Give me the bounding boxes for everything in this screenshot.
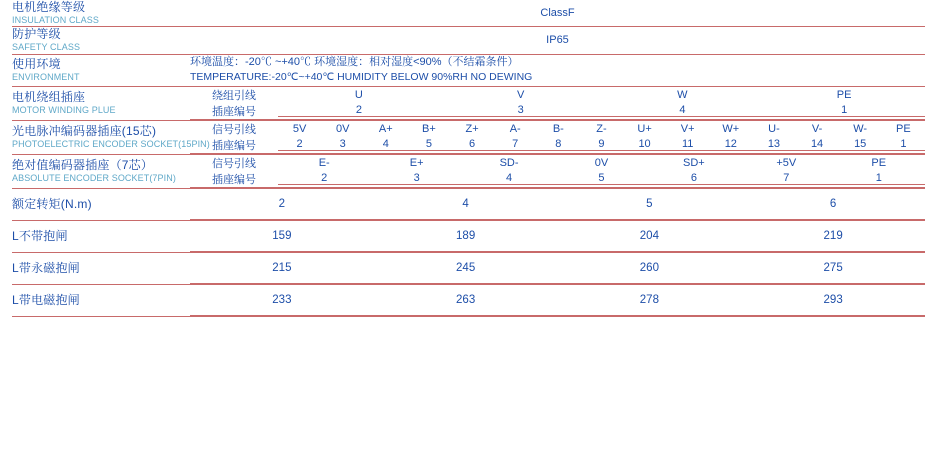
- cell: 0V: [594, 156, 609, 169]
- cell: PE: [836, 88, 852, 101]
- absolute-pin-row: [190, 171, 925, 188]
- label-cn: 电机绝缘等级: [12, 0, 86, 14]
- value-environment: [190, 54, 925, 86]
- row-label-insulation-class: [12, 0, 190, 27]
- cell: 9: [580, 138, 623, 151]
- cell: B+: [422, 122, 436, 135]
- cell: 275: [741, 253, 925, 284]
- photoelectric-signals: [278, 121, 925, 137]
- label-cn: 绝对值编码器插座（7芯）: [12, 158, 154, 173]
- label-en: ABSOLUTE ENCODER SOCKET(7PIN): [12, 173, 176, 184]
- cell: 6: [741, 189, 925, 220]
- cell: 7: [494, 138, 537, 151]
- absolute-inner-table: [190, 155, 925, 188]
- cell: 11: [666, 138, 709, 151]
- cell: 6: [451, 138, 494, 151]
- table-row-insulation-class: [12, 0, 925, 27]
- row-label-l-no-brake: [12, 220, 190, 252]
- l-no-brake-values: [190, 220, 925, 252]
- photoelectric-signal-row: [190, 121, 925, 137]
- cell: 1: [833, 172, 925, 185]
- value-safety-class: IP65: [190, 27, 925, 54]
- motor-winding-signals: [278, 87, 925, 103]
- photoelectric-encoder-group: [190, 120, 925, 154]
- cell: E-: [318, 156, 330, 169]
- absolute-signal-cells: [278, 157, 925, 169]
- cell: 15: [839, 138, 882, 151]
- cell: 0V: [335, 122, 350, 135]
- cell: A-: [509, 122, 521, 135]
- label-cn: L带永磁抱闸: [12, 260, 80, 275]
- row-label-motor-winding: [12, 86, 190, 120]
- sub-label-signal-lead: 信号引线: [212, 123, 256, 136]
- cell: 4: [374, 189, 558, 220]
- cell: 233: [190, 285, 374, 316]
- label-en: INSULATION CLASS: [12, 15, 99, 25]
- cell: 2: [278, 172, 370, 185]
- motor-winding-pin-row: [190, 103, 925, 120]
- cell: 1: [763, 104, 925, 117]
- cell: 159: [190, 221, 374, 252]
- cell: 14: [796, 138, 839, 151]
- cell: 3: [321, 138, 364, 151]
- rated-torque-cells: [190, 189, 925, 220]
- motor-winding-pin-cells: [278, 104, 925, 117]
- motor-winding-group: [190, 86, 925, 120]
- cell: B-: [552, 122, 564, 135]
- cell: W: [677, 88, 688, 101]
- cell: 204: [558, 221, 742, 252]
- label-cn: L带电磁抱闸: [12, 292, 80, 307]
- cell: 13: [752, 138, 795, 151]
- cell: +5V: [776, 156, 797, 169]
- cell: 278: [558, 285, 742, 316]
- row-label-absolute-encoder: [12, 154, 190, 188]
- label-cn: 使用环境: [12, 56, 61, 71]
- photoelectric-pin-cells: [278, 138, 925, 151]
- table-row-l-permanent-brake: [12, 252, 925, 284]
- sub-label-socket-number: 插座编号: [190, 171, 278, 188]
- row-label-rated-torque: [12, 188, 190, 220]
- cell: 293: [741, 285, 925, 316]
- row-label-l-permanent-brake: [12, 252, 190, 284]
- table-row-l-electromagnetic-brake: [12, 284, 925, 316]
- absolute-encoder-group: [190, 154, 925, 188]
- value-insulation-class: ClassF: [190, 0, 925, 27]
- cell: W-: [853, 122, 868, 135]
- cell: 3: [370, 172, 462, 185]
- motor-winding-inner-table: [190, 87, 925, 120]
- cell: V: [516, 88, 525, 101]
- l-electromagnetic-brake-values: [190, 284, 925, 316]
- cell: 2: [190, 189, 374, 220]
- cell: W+: [722, 122, 740, 135]
- cell: A+: [378, 122, 393, 135]
- cell: Z-: [596, 122, 607, 135]
- cell: V+: [680, 122, 695, 135]
- sub-label-socket-number: 插座编号: [190, 103, 278, 120]
- cell: PE: [896, 122, 911, 135]
- environment-line-cn: 环境温度：-20℃ ~+40℃ 环境湿度：相对湿度<90%（不结霜条件）: [190, 55, 519, 68]
- environment-line-en: TEMPERATURE:-20℃~+40℃ HUMIDITY BELOW 90%RH NO DEWING: [190, 71, 533, 84]
- motor-winding-pins: [278, 103, 925, 120]
- cell: 219: [741, 221, 925, 252]
- label-en: SAFETY CLASS: [12, 42, 81, 53]
- cell: E+: [409, 156, 424, 169]
- absolute-signals: [278, 155, 925, 171]
- label-cn: 额定转矩(N.m): [12, 196, 92, 211]
- cell: V-: [811, 122, 823, 135]
- cell: Z+: [465, 122, 479, 135]
- cell: 215: [190, 253, 374, 284]
- cell: 10: [623, 138, 666, 151]
- cell: 2: [278, 104, 440, 117]
- label-cn: 电机绕组插座: [12, 90, 86, 105]
- cell: 4: [364, 138, 407, 151]
- table-row-safety-class: [12, 27, 925, 54]
- row-label-l-electromagnetic-brake: [12, 284, 190, 316]
- row-label-environment: [12, 54, 190, 86]
- motor-winding-signal-cells: [278, 89, 925, 101]
- photoelectric-signal-cells: [278, 123, 925, 135]
- absolute-pins: [278, 171, 925, 188]
- cell: 5: [555, 172, 647, 185]
- cell: 12: [709, 138, 752, 151]
- photoelectric-pins: [278, 137, 925, 154]
- label-cn: L不带抱闸: [12, 228, 68, 243]
- cell: U-: [768, 122, 780, 135]
- absolute-pin-cells: [278, 172, 925, 185]
- photoelectric-inner-table: [190, 121, 925, 154]
- cell: 3: [440, 104, 602, 117]
- table-row-motor-winding: [12, 86, 925, 120]
- label-en: PHOTOELECTRIC ENCODER SOCKET(15PIN): [12, 139, 210, 150]
- photoelectric-pin-row: [190, 137, 925, 154]
- sub-label-socket-number: 插座编号: [190, 137, 278, 154]
- cell: 189: [374, 221, 558, 252]
- cell: PE: [871, 156, 887, 169]
- row-label-safety-class: [12, 27, 190, 54]
- cell: 263: [374, 285, 558, 316]
- specification-table: [12, 0, 925, 317]
- table-row-environment: [12, 54, 925, 86]
- l-no-brake-cells: [190, 221, 925, 252]
- absolute-signal-row: [190, 155, 925, 171]
- table-row-absolute-encoder: [12, 154, 925, 188]
- cell: 4: [463, 172, 555, 185]
- cell: 7: [740, 172, 832, 185]
- cell: 5: [558, 189, 742, 220]
- row-label-photoelectric-encoder: [12, 120, 210, 154]
- cell: 260: [558, 253, 742, 284]
- label-cn: 光电脉冲编码器插座(15芯): [12, 124, 157, 139]
- cell: 2: [278, 138, 321, 151]
- rated-torque-values: [190, 188, 925, 220]
- sub-label-signal-lead: 信号引线: [212, 157, 256, 170]
- cell: 5: [407, 138, 450, 151]
- table-row-rated-torque: [12, 188, 925, 220]
- label-en: ENVIRONMENT: [12, 71, 80, 82]
- cell: 4: [602, 104, 764, 117]
- cell: SD-: [499, 156, 519, 169]
- l-permanent-brake-values: [190, 252, 925, 284]
- sub-label-winding-lead: 绕组引线: [212, 89, 256, 102]
- table-row-photoelectric-encoder: [12, 120, 925, 154]
- cell: U: [354, 88, 363, 101]
- cell: U+: [637, 122, 652, 135]
- cell: 8: [537, 138, 580, 151]
- cell: 5V: [292, 122, 307, 135]
- cell: 1: [882, 138, 925, 151]
- motor-winding-signal-row: [190, 87, 925, 103]
- cell: 6: [648, 172, 740, 185]
- l-electromagnetic-brake-cells: [190, 285, 925, 316]
- cell: 245: [374, 253, 558, 284]
- l-permanent-brake-cells: [190, 253, 925, 284]
- label-en: MOTOR WINDING PLUE: [12, 105, 116, 116]
- cell: SD+: [683, 156, 705, 169]
- label-cn: 防护等级: [12, 27, 61, 42]
- table-row-l-no-brake: [12, 220, 925, 252]
